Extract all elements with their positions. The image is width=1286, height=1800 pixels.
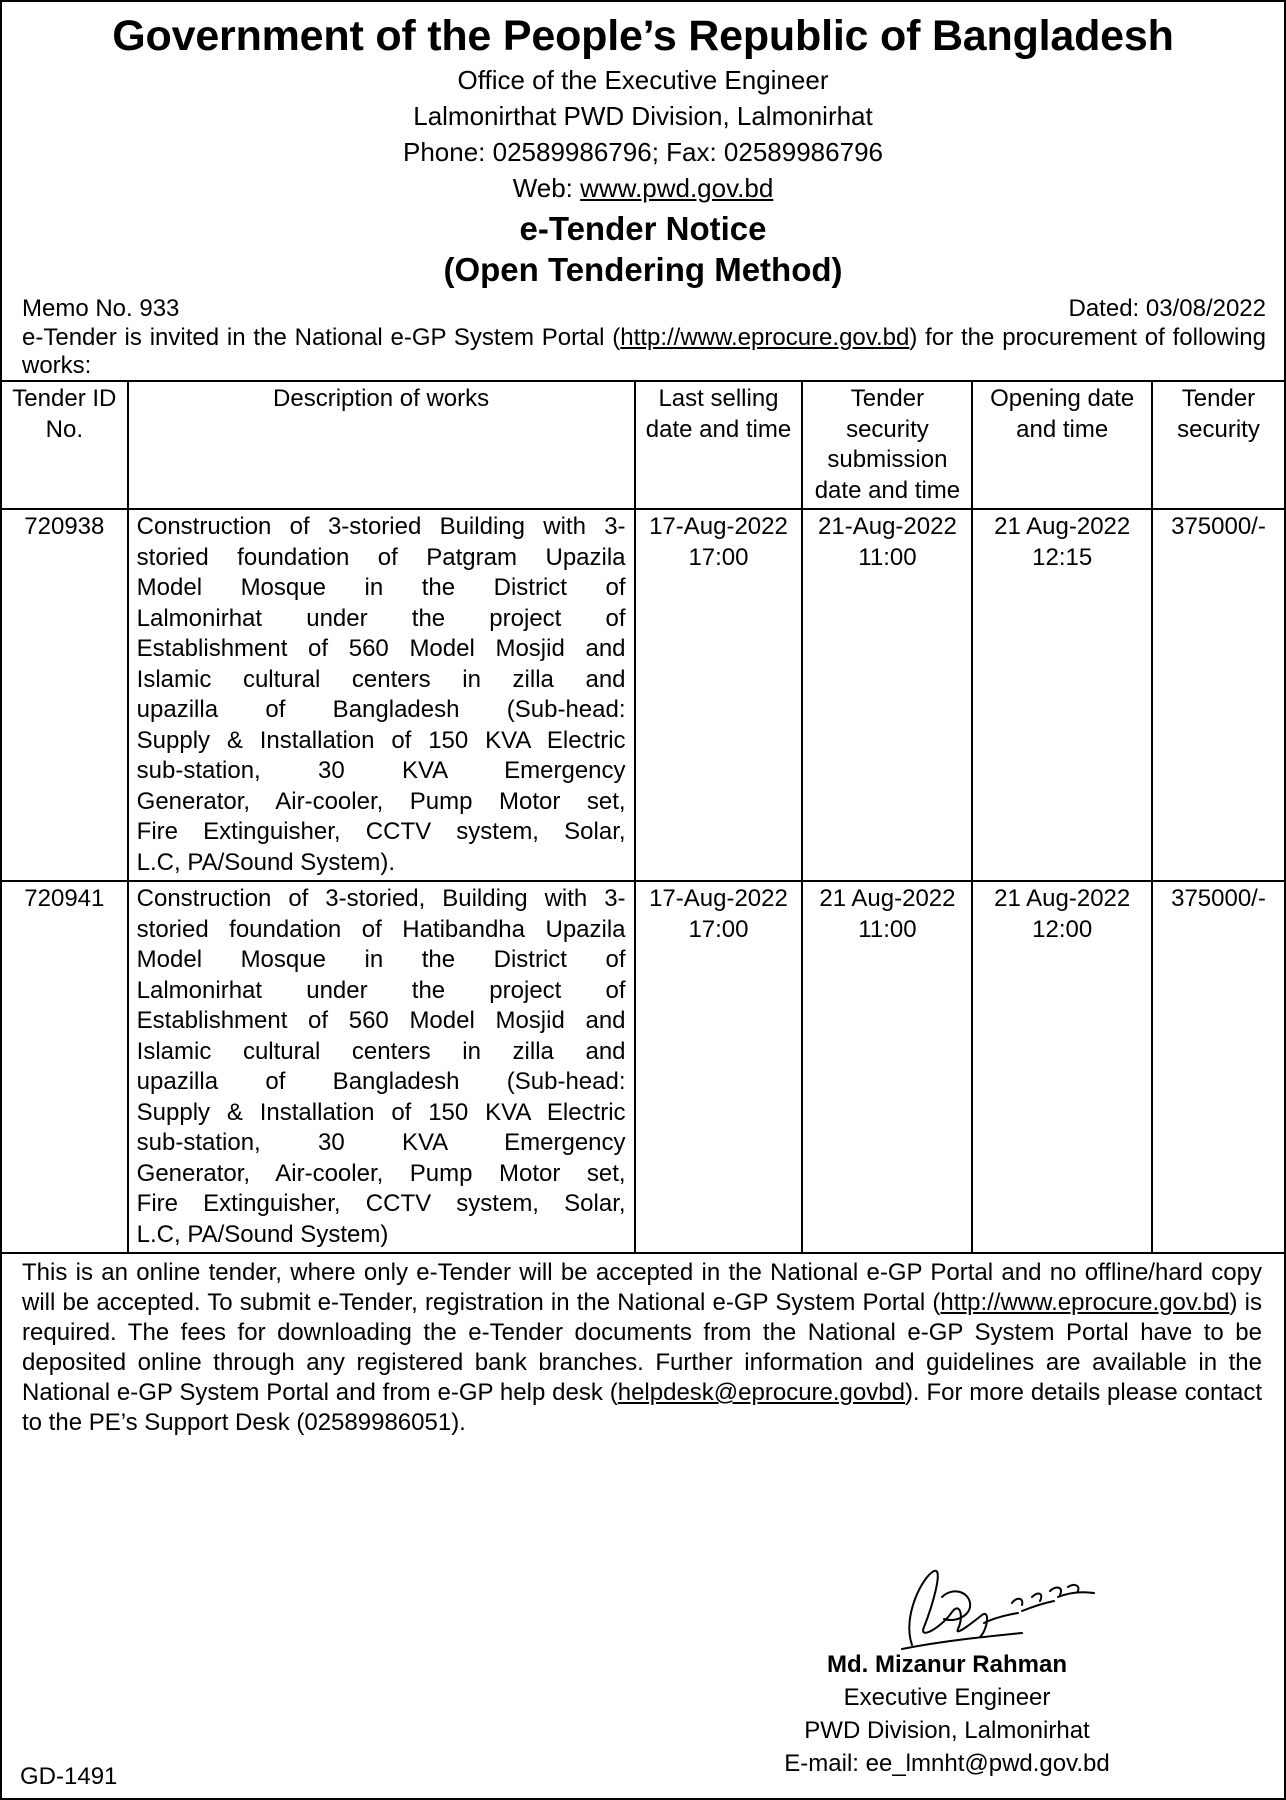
signatory-office: PWD Division, Lalmonirhat — [804, 1717, 1090, 1744]
government-title: Government of the People’s Republic of Bangladesh — [112, 12, 1174, 60]
description-line: Islamic cultural centers in zilla and — [136, 1037, 626, 1065]
description-line: sub-station, 30 KVA Emergency — [136, 757, 626, 784]
last-selling-time: 17:00 — [688, 543, 749, 571]
last-selling-date: 17-Aug-2022 — [649, 885, 788, 912]
col-header-security: Tender security — [1152, 381, 1284, 509]
helpdesk-email-link[interactable]: helpdesk@eprocure.govbd — [617, 1379, 905, 1406]
opening-time: 12:00 — [1032, 915, 1093, 943]
tender-table — [2, 380, 1284, 1254]
signatory-name: Md. Mizanur Rahman — [826, 1651, 1067, 1678]
description-line: Lalmonirhat under the project of — [136, 604, 626, 632]
notice-title: e-Tender Notice — [519, 210, 767, 247]
memo-number: Memo No. 933 — [22, 295, 180, 322]
web-link[interactable]: www.pwd.gov.bd — [580, 173, 774, 203]
signatory-email: E-mail: ee_lmnht@pwd.gov.bd — [784, 1750, 1110, 1777]
division-line: Lalmonirthat PWD Division, Lalmonirhat — [413, 101, 873, 131]
last-selling-cell — [635, 509, 803, 881]
description-line: Model Mosque in the District of — [136, 574, 626, 601]
description-line: Generator, Air-cooler, Pump Motor set, — [136, 1159, 626, 1187]
col-header-id: Tender ID No. — [2, 381, 128, 509]
description-line: Construction of 3-storied, Building with 3- — [136, 885, 626, 912]
work-description — [128, 509, 635, 881]
description-line: storied foundation of Patgram Upazila — [136, 543, 626, 571]
web-label: Web: — [512, 173, 581, 203]
tender-id: 720938 — [2, 509, 128, 881]
office-line: Office of the Executive Engineer — [457, 65, 829, 95]
opening-time: 12:15 — [1032, 543, 1093, 571]
last-selling-time: 17:00 — [688, 915, 749, 943]
eprocure-link-footer[interactable]: http://www.eprocure.gov.bd — [940, 1289, 1230, 1316]
notice-subtitle: (Open Tendering Method) — [443, 251, 843, 288]
description-line: upazilla of Bangladesh (Sub-head: — [136, 696, 626, 723]
description-line: Establishment of 560 Model Mosjid and — [136, 635, 626, 662]
description-line: Construction of 3-storied Building with 3- — [136, 513, 626, 540]
description-line: Generator, Air-cooler, Pump Motor set, — [136, 787, 626, 815]
description-line: sub-station, 30 KVA Emergency — [136, 1129, 626, 1156]
description-line: storied foundation of Hatibandha Upazila — [136, 915, 626, 943]
col-header-description: Description of works — [128, 381, 635, 509]
tender-security: 375000/- — [1152, 509, 1284, 881]
description-line: Fire Extinguisher, CCTV system, Solar, — [136, 1190, 626, 1217]
web-line — [16, 170, 1270, 206]
col-header-last-selling: Last selling date and time — [635, 381, 803, 509]
security-submission-cell — [802, 509, 972, 881]
description-line: Model Mosque in the District of — [136, 946, 626, 973]
opening-date: 21 Aug-2022 — [994, 513, 1131, 540]
signature-block — [782, 1648, 1112, 1780]
phone-fax-line: Phone: 02589986796; Fax: 02589986796 — [403, 137, 883, 167]
table-row — [2, 509, 1284, 881]
handwritten-signature-icon — [872, 1557, 1102, 1657]
intro-text-before: e-Tender is invited in the National e-GP System Portal ( — [22, 324, 621, 351]
intro-text-after: ) for the procurement of following works: — [22, 324, 1266, 379]
footer-paragraph — [16, 1254, 1270, 1438]
opening-date: 21 Aug-2022 — [994, 885, 1131, 912]
description-line: upazilla of Bangladesh (Sub-head: — [136, 1068, 626, 1095]
col-header-opening: Opening date and time — [972, 381, 1152, 509]
description-line: Islamic cultural centers in zilla and — [136, 665, 626, 693]
last-selling-date: 17-Aug-2022 — [649, 513, 788, 540]
last-selling-cell — [635, 881, 803, 1253]
signatory-designation: Executive Engineer — [843, 1684, 1051, 1711]
description-line: Establishment of 560 Model Mosjid and — [136, 1007, 626, 1034]
security-submission-date: 21-Aug-2022 — [818, 513, 957, 540]
tender-security: 375000/- — [1152, 881, 1284, 1253]
description-line: Lalmonirhat under the project of — [136, 976, 626, 1004]
description-line: L.C, PA/Sound System). — [136, 848, 395, 876]
security-submission-time: 11:00 — [858, 915, 917, 943]
work-description — [128, 881, 635, 1253]
eprocure-link[interactable]: http://www.eprocure.gov.bd — [620, 324, 910, 351]
letterhead — [16, 10, 1270, 290]
memo-row — [16, 294, 1270, 324]
col-header-security-submission: Tender security submission date and time — [802, 381, 972, 509]
description-line: Fire Extinguisher, CCTV system, Solar, — [136, 818, 626, 845]
description-line: L.C, PA/Sound System) — [136, 1220, 389, 1248]
security-submission-date: 21 Aug-2022 — [819, 885, 956, 912]
description-line: Supply & Installation of 150 KVA Electric — [136, 726, 626, 754]
tender-id: 720941 — [2, 881, 128, 1253]
table-header-row — [2, 381, 1284, 509]
opening-cell — [972, 509, 1152, 881]
security-submission-time: 11:00 — [858, 543, 917, 571]
footer-text-2: ) is required. The fees for downloading the e-Tender documents from the National e-GP System Portal have to be deposited online through any registered bank branches. Further information and guidelines are available in the National e-GP System Portal and from e-GP help desk ( — [22, 1289, 1262, 1406]
gd-number: GD-1491 — [20, 1763, 118, 1790]
memo-date: Dated: 03/08/2022 — [1068, 295, 1266, 322]
table-row — [2, 881, 1284, 1253]
footer-text-3: ). For more details please contact to the PE’s Support Desk (02589986051). — [22, 1379, 1263, 1436]
security-submission-cell — [802, 881, 972, 1253]
opening-cell — [972, 881, 1152, 1253]
description-line: Supply & Installation of 150 KVA Electric — [136, 1098, 626, 1126]
footer-text-1: This is an online tender, where only e-Tender will be accepted in the National e-GP Portal and no offline/hard copy will be accepted. To submit e-Tender, registration in the National e-GP System Portal ( — [22, 1259, 1262, 1316]
intro-paragraph — [16, 324, 1270, 380]
